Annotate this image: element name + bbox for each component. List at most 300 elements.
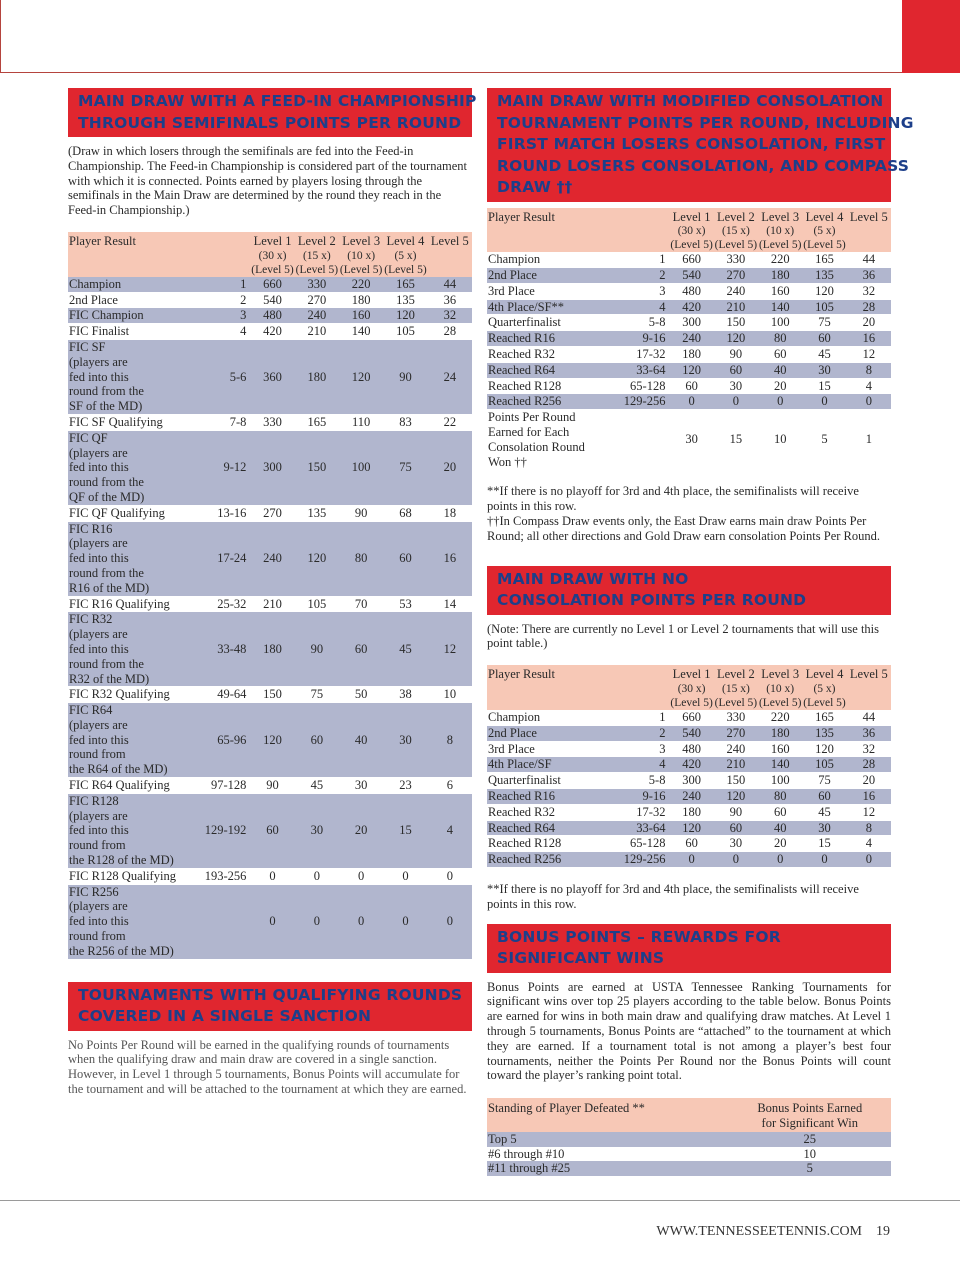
player-result-cell: Reached R64 [487,362,624,378]
rank-cell: 17-32 [624,804,670,820]
table-row [68,687,472,703]
qualifying-title-line-1: TOURNAMENTS WITH QUALIFYING ROUNDS [78,985,463,1004]
header-level-2 [714,665,758,710]
points-cell: 420 [669,757,713,773]
points-cell: 36 [847,268,891,284]
noconsol-points-table [487,665,891,868]
table-row [487,252,891,267]
points-cell: 0 [428,884,472,959]
points-cell: 90 [714,347,758,363]
table-row [68,292,472,308]
table-row [487,347,891,363]
header-level-1 [669,208,713,253]
points-cell: 270 [250,505,294,521]
points-cell: 28 [847,757,891,773]
points-cell: 60 [250,793,294,868]
points-cell: 30 [714,378,758,394]
points-cell: 240 [295,308,339,324]
points-cell: 105 [383,324,427,340]
bonus-points-table [487,1098,891,1176]
points-cell: 360 [250,339,294,414]
header-level-3 [758,665,802,710]
points-cell: 480 [669,741,713,757]
points-cell: 8 [847,362,891,378]
header-multiplier: (30 x) [258,249,287,262]
points-cell: 330 [714,252,758,267]
points-cell: 28 [428,324,472,340]
header-level-label: Level 5 [430,233,469,248]
points-cell: 4 [428,793,472,868]
bonus-points-value: 10 [729,1147,891,1162]
points-cell: 0 [383,884,427,959]
points-cell: 22 [428,414,472,430]
table-row [68,308,472,324]
header-level-2 [714,208,758,253]
header-base-level: (Level 5) [251,263,294,276]
rank-cell: 9-16 [624,789,670,805]
frame-top-rule [0,72,902,73]
header-multiplier: (5 x) [394,249,417,262]
player-result-cell: Reached R256 [487,394,624,410]
points-cell: 1 [847,410,891,470]
points-cell: 90 [383,339,427,414]
points-cell: 300 [669,773,713,789]
points-cell: 60 [714,820,758,836]
points-cell: 120 [383,308,427,324]
noconsol-note-playoff: **If there is no playoff for 3rd and 4th place, the semifinalists will receive points in this row. [487,882,859,911]
table-row [487,741,891,757]
modified-note-playoff: **If there is no playoff for 3rd and 4th place, the semifinalists will receive points in this row. [487,484,859,514]
rank-cell: 193-256 [205,868,251,884]
header-multiplier: (10 x) [766,225,795,238]
points-cell: 36 [847,725,891,741]
rank-cell: 3 [205,308,251,324]
points-cell: 80 [339,521,383,596]
header-level-3 [758,208,802,253]
points-cell: 90 [714,804,758,820]
modified-title-line-2: TOURNAMENT POINTS PER ROUND, INCLUDING [497,113,914,132]
header-level-2 [295,232,339,277]
rank-cell: 13-16 [205,505,251,521]
points-cell: 210 [295,324,339,340]
table-row [68,884,472,959]
feedin-intro: (Draw in which losers through the semifinals are fed into the Feed-in Championship. The Feed-in Championship is considered part of the tournament with which it is connected. Points earned by players losing through the semifinals in the Main Draw are determined by the round they reach in the Feed-in Championship.) [68,144,468,218]
table-row [68,868,472,884]
table-row [487,710,891,725]
points-cell: 30 [802,820,846,836]
points-cell: 20 [847,315,891,331]
points-cell: 160 [758,283,802,299]
rank-cell: 2 [205,292,251,308]
points-cell: 23 [383,778,427,794]
header-level-label: Level 4 [805,209,844,224]
feedin-title-line-2: THROUGH SEMIFINALS POINTS PER ROUND [78,113,462,132]
header-level-label: Level 1 [253,233,292,248]
header-level-5 [428,232,472,277]
points-cell: 60 [714,362,758,378]
rank-cell: 7-8 [205,414,251,430]
points-cell: 68 [383,505,427,521]
header-level-label: Level 3 [342,233,381,248]
header-base-level: (Level 5) [295,263,339,276]
points-cell: 240 [669,331,713,347]
points-cell: 120 [714,789,758,805]
player-result-cell: Champion [487,252,624,267]
table-row [68,277,472,292]
points-cell: 540 [250,292,294,308]
points-cell: 16 [428,521,472,596]
points-cell: 100 [339,430,383,505]
player-result-cell: Champion [487,710,624,725]
header-level-label: Level 1 [672,209,711,224]
points-cell: 60 [669,378,713,394]
points-cell: 105 [802,757,846,773]
points-cell: 24 [428,339,472,414]
header-level-4 [802,665,846,710]
header-multiplier: (10 x) [347,249,376,262]
table-row [487,410,891,470]
points-cell: 0 [339,884,383,959]
points-cell: 0 [250,884,294,959]
rank-cell: 129-256 [624,394,670,410]
header-level-4 [802,208,846,253]
points-cell: 0 [847,852,891,868]
points-cell: 110 [339,414,383,430]
points-cell: 300 [250,430,294,505]
points-cell: 60 [295,703,339,778]
header-level-4 [383,232,427,277]
player-result-cell: 2nd Place [487,725,624,741]
rank-cell: 2 [624,268,670,284]
rank-cell: 5-8 [624,315,670,331]
points-cell: 210 [714,757,758,773]
noconsol-intro: (Note: There are currently no Level 1 or Level 2 tournaments that will use this point table.) [487,621,880,651]
points-cell: 30 [295,793,339,868]
points-cell: 0 [250,868,294,884]
rank-cell: 4 [624,757,670,773]
rank-cell: 129-256 [624,852,670,868]
points-cell: 100 [758,773,802,789]
points-cell: 660 [669,710,713,725]
rank-cell: 1 [205,277,251,292]
points-cell: 10 [758,410,802,470]
header-level-label: Level 2 [716,209,755,224]
right-column [487,88,914,1176]
points-cell: 180 [339,292,383,308]
table-row [487,1161,891,1176]
header-level-3 [339,232,383,277]
page-number: 19 [876,1224,890,1239]
table-row [487,299,891,315]
bonus-standing: Top 5 [487,1132,729,1147]
points-cell: 660 [250,277,294,292]
points-cell: 83 [383,414,427,430]
points-cell: 120 [714,331,758,347]
points-cell: 15 [802,378,846,394]
noconsol-title-line-2: CONSOLATION POINTS PER ROUND [497,591,807,610]
points-cell: 60 [758,347,802,363]
points-cell: 165 [802,710,846,725]
points-cell: 160 [339,308,383,324]
rank-cell: 1 [624,252,670,267]
player-result-cell: FIC QF (players are fed into this round from the QF of the MD) [68,430,205,505]
player-result-cell: FIC R128 Qualifying [68,868,205,884]
player-result-cell: Reached R128 [487,378,624,394]
points-cell: 36 [428,292,472,308]
points-cell: 660 [669,252,713,267]
player-result-cell: Quarterfinalist [487,315,624,331]
points-cell: 330 [250,414,294,430]
points-cell: 240 [250,521,294,596]
points-cell: 75 [383,430,427,505]
points-cell: 0 [669,394,713,410]
player-result-cell: 3rd Place [487,741,624,757]
modified-points-table [487,208,891,471]
player-result-cell: 2nd Place [487,268,624,284]
player-result-cell: FIC Finalist [68,324,205,340]
player-result-cell: Champion [68,277,205,292]
points-cell: 140 [758,757,802,773]
header-base-level: (Level 5) [670,697,713,710]
player-result-cell: 4th Place/SF [487,757,624,773]
rank-cell: 2 [624,725,670,741]
points-cell: 10 [428,687,472,703]
header-base-level: (Level 5) [339,263,383,276]
player-result-cell: FIC R64 Qualifying [68,778,205,794]
table-row [487,820,891,836]
points-cell: 30 [383,703,427,778]
points-cell: 0 [428,868,472,884]
table-row [68,339,472,414]
points-cell: 4 [847,836,891,852]
player-result-cell: FIC SF Qualifying [68,414,205,430]
points-cell: 16 [847,331,891,347]
modified-title-line-3: FIRST MATCH LOSERS CONSOLATION, FIRST [497,135,886,153]
table-row [487,836,891,852]
table-row [487,1132,891,1147]
table-row [68,505,472,521]
rank-cell: 33-48 [205,612,251,687]
noconsol-notes [487,882,891,912]
points-cell: 135 [802,725,846,741]
points-cell: 210 [250,596,294,612]
points-cell: 4 [847,378,891,394]
header-base-level: (Level 5) [714,239,758,252]
points-cell: 15 [383,793,427,868]
points-cell: 20 [428,430,472,505]
points-cell: 12 [428,612,472,687]
table-row [68,324,472,340]
table-row [68,430,472,505]
bonus-points-value: 25 [729,1132,891,1147]
player-result-cell: FIC R64 (players are fed into this round from the R64 of the MD) [68,703,205,778]
modified-note-compass: ††In Compass Draw events only, the East Draw earns main draw Points Per Round; all other directions and Gold Draw earn consolation Points Per Round. [487,514,880,543]
bonus-header-points-line-1: Bonus Points Earned [757,1101,863,1116]
bonus-header-points [729,1098,891,1132]
points-cell: 270 [295,292,339,308]
points-cell: 53 [383,596,427,612]
points-cell: 6 [428,778,472,794]
table-row [487,268,891,284]
points-cell: 75 [802,773,846,789]
spacer [68,960,472,982]
points-cell: 8 [428,703,472,778]
player-result-cell: FIC R16 (players are fed into this round from the R16 of the MD) [68,521,205,596]
points-cell: 20 [758,378,802,394]
player-result-cell: FIC R128 (players are fed into this round from the R128 of the MD) [68,793,205,868]
player-result-cell: FIC QF Qualifying [68,505,205,521]
points-cell: 45 [802,804,846,820]
header-level-1 [250,232,294,277]
points-cell: 0 [339,868,383,884]
points-cell: 120 [802,283,846,299]
header-level-label: Level 2 [297,233,336,248]
table-row [487,804,891,820]
header-level-label: Level 3 [761,667,800,682]
points-cell: 210 [714,299,758,315]
points-cell: 8 [847,820,891,836]
header-base-level: (Level 5) [803,239,846,252]
points-cell: 540 [669,725,713,741]
points-cell: 220 [339,277,383,292]
points-cell: 270 [714,725,758,741]
points-cell: 165 [383,277,427,292]
points-cell: 80 [758,331,802,347]
player-result-cell: 2nd Place [68,292,205,308]
bonus-title-line-1: BONUS POINTS – REWARDS FOR [497,927,781,946]
header-level-label: Level 4 [805,667,844,682]
points-cell: 0 [295,868,339,884]
bonus-header-points-line-2: for Significant Win [761,1115,859,1130]
table-row [68,596,472,612]
player-result-cell: Reached R64 [487,820,624,836]
points-cell: 44 [428,277,472,292]
points-cell: 220 [758,252,802,267]
points-cell: 300 [669,315,713,331]
table-row [487,331,891,347]
modified-notes [487,484,891,543]
header-player-result-label: Player Result [69,233,137,248]
points-cell: 45 [295,778,339,794]
header-player-result [487,665,669,710]
header-multiplier: (5 x) [813,225,836,238]
points-cell: 165 [802,252,846,267]
points-cell: 140 [339,324,383,340]
points-cell: 540 [669,268,713,284]
header-base-level: (Level 5) [803,697,846,710]
modified-section-title [487,88,914,202]
points-cell: 0 [758,394,802,410]
header-player-result-label: Player Result [488,667,556,682]
points-cell: 0 [758,852,802,868]
rank-cell: 9-16 [624,331,670,347]
table-row [487,852,891,868]
points-cell: 0 [714,852,758,868]
points-cell: 60 [339,612,383,687]
points-cell: 270 [714,268,758,284]
rank-cell: 17-32 [624,347,670,363]
points-cell: 180 [295,339,339,414]
bonus-header-standing: Standing of Player Defeated ** [487,1098,729,1132]
points-cell: 420 [250,324,294,340]
rank-cell: 129-192 [205,793,251,868]
points-cell: 20 [758,836,802,852]
header-multiplier: (15 x) [722,683,750,696]
points-cell: 105 [802,299,846,315]
points-cell: 480 [669,283,713,299]
player-result-cell: Reached R256 [487,852,624,868]
bonus-standing: #11 through #25 [487,1161,729,1176]
points-cell: 28 [847,299,891,315]
points-cell: 12 [847,804,891,820]
player-result-cell: Reached R32 [487,347,624,363]
points-cell: 20 [339,793,383,868]
table-row [487,362,891,378]
rank-cell: 33-64 [624,820,670,836]
points-cell: 15 [802,836,846,852]
table-row [68,703,472,778]
points-cell: 240 [714,283,758,299]
points-cell: 180 [250,612,294,687]
table-row [487,757,891,773]
header-level-1 [669,665,713,710]
qualifying-section-title [68,982,472,1031]
rank-cell: 65-128 [624,378,670,394]
header-level-label: Level 5 [849,209,888,224]
points-cell: 120 [669,820,713,836]
modified-title-line-1: MAIN DRAW WITH MODIFIED CONSOLATION [497,92,884,110]
noconsol-section-title [487,566,891,615]
points-cell: 120 [669,362,713,378]
rank-cell: 97-128 [205,778,251,794]
points-cell: 0 [847,394,891,410]
points-cell: 165 [295,414,339,430]
rank-cell: 1 [624,710,670,725]
points-cell: 16 [847,789,891,805]
points-cell: 14 [428,596,472,612]
table-row [68,414,472,430]
points-cell: 60 [802,789,846,805]
player-result-cell: FIC Champion [68,308,205,324]
player-result-cell: 3rd Place [487,283,624,299]
points-cell: 40 [758,362,802,378]
feedin-points-table [68,232,472,960]
bonus-title-line-2: SIGNIFICANT WINS [497,949,665,968]
rank-cell [624,410,670,470]
player-result-cell: Reached R128 [487,836,624,852]
header-multiplier: (5 x) [813,683,836,696]
points-cell: 240 [714,741,758,757]
table-row [68,612,472,687]
player-result-cell: FIC SF (players are fed into this round from the SF of the MD) [68,339,205,414]
points-cell: 150 [714,315,758,331]
points-cell: 120 [295,521,339,596]
points-cell: 45 [802,347,846,363]
feedin-title-line-1: MAIN DRAW WITH A FEED-IN CHAMPIONSHIP [78,92,477,110]
points-cell: 180 [669,804,713,820]
header-level-5 [847,665,891,710]
header-base-level: (Level 5) [670,239,713,252]
points-cell: 120 [250,703,294,778]
modified-title-line-5: DRAW †† [497,178,573,196]
points-cell: 80 [758,789,802,805]
points-cell: 15 [714,410,758,470]
modified-title-line-4: ROUND LOSERS CONSOLATION, AND COMPASS [497,156,910,175]
header-level-label: Level 4 [386,233,425,248]
points-cell: 135 [295,505,339,521]
left-column [68,88,477,1097]
page-footer [656,1224,890,1240]
